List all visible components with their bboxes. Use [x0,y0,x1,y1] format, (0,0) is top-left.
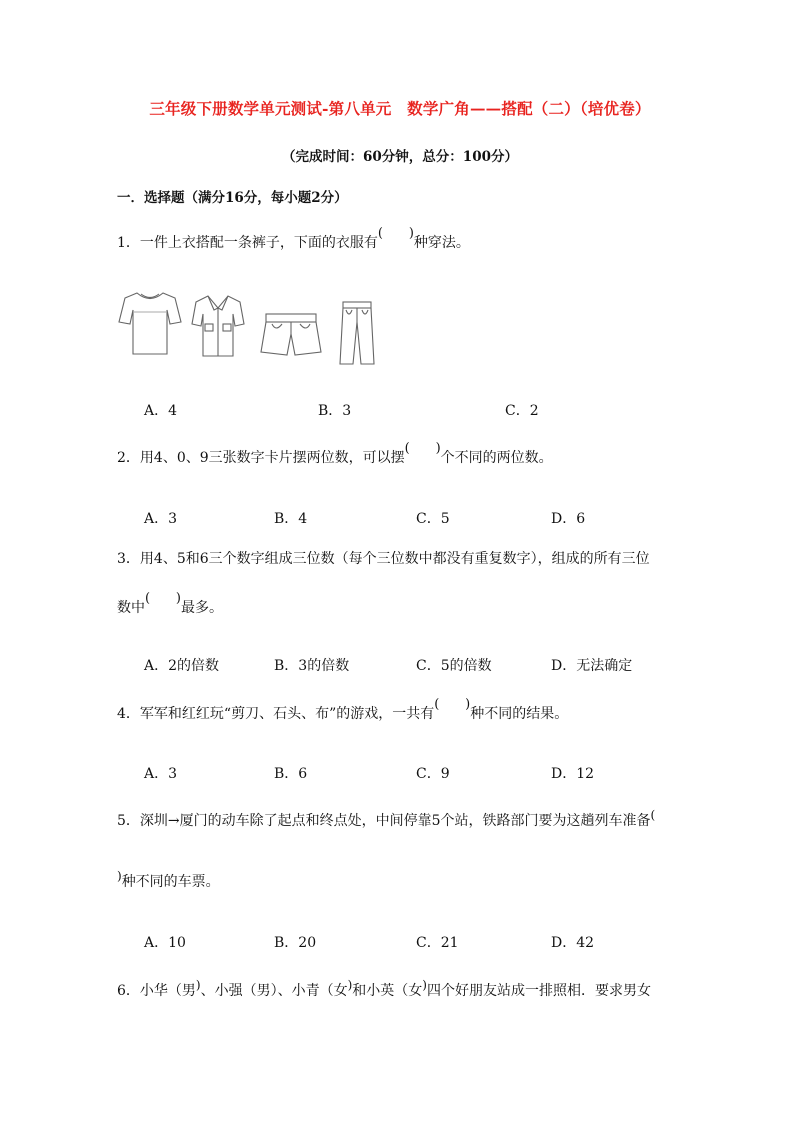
shirt-icon [190,294,246,358]
q3-option-d[interactable]: D．无法确定 [551,658,633,674]
page-subtitle: （完成时间：60分钟，总分：100分） [282,149,518,165]
q1-option-b[interactable]: B．3 [318,403,352,419]
question-2: 2．用4、0、9三张数字卡片摆两位数，可以摆 ( ) 个不同的两位数。 [117,441,553,466]
q4-option-d[interactable]: D．12 [551,766,595,782]
q5-option-d[interactable]: D．42 [551,935,595,951]
question-5-line-2: )种不同的车票。 [117,869,220,890]
q3-option-c[interactable]: C．5的倍数 [416,658,492,674]
q4-option-b[interactable]: B．6 [274,766,308,782]
q5-option-a[interactable]: A．10 [144,935,186,951]
q2-option-d[interactable]: D．6 [551,511,586,527]
answer-blank[interactable]: ( ) [434,697,471,712]
q5-option-c[interactable]: C．21 [416,935,459,951]
q2-option-c[interactable]: C．5 [416,511,450,527]
question-4: 4．军军和红红玩“剪刀、石头、布”的游戏，一共有 ( ) 种不同的结果。 [117,697,569,722]
q5-option-b[interactable]: B．20 [274,935,317,951]
answer-blank-close[interactable]: ) [117,869,122,883]
question-1: 1．一件上衣搭配一条裤子，下面的衣服有 ( ) 种穿法。 [117,226,470,251]
page-title: 三年级下册数学单元测试-第八单元 数学广角——搭配（二）（培优卷） [149,99,651,118]
answer-blank[interactable]: ( ) [145,591,181,606]
answer-blank-open[interactable]: ( [650,808,656,822]
answer-blank[interactable]: ( ) [404,441,441,456]
shorts-icon [258,312,324,358]
q2-option-a[interactable]: A．3 [144,511,178,527]
q4-option-c[interactable]: C．9 [416,766,450,782]
trousers-icon [337,300,377,368]
q1-option-a[interactable]: A．4 [144,403,178,419]
q3-option-b[interactable]: B．3的倍数 [274,658,350,674]
q3-option-a[interactable]: A．2的倍数 [144,658,220,674]
q2-option-b[interactable]: B．4 [274,511,308,527]
question-5-line-1: 5．深圳→厦门的动车除了起点和终点处，中间停靠5个站，铁路部门要为这趟列车准备( [117,808,656,829]
answer-blank[interactable]: ( ) [377,226,414,241]
q4-option-a[interactable]: A．3 [144,766,178,782]
question-6: 6．小华（男)、小强（男）、小青（女)和小英（女)四个好朋友站成一排照相．要求男女 [117,978,651,999]
question-3-line-2: 数中 ( ) 最多。 [117,591,223,616]
t-shirt-icon [117,290,183,358]
section-heading: 一．选择题（满分16分，每小题2分） [117,190,348,206]
q1-option-c[interactable]: C．2 [505,403,539,419]
question-3-line-1: 3．用4、5和6三个数字组成三位数（每个三位数中都没有重复数字），组成的所有三位 [117,551,650,567]
